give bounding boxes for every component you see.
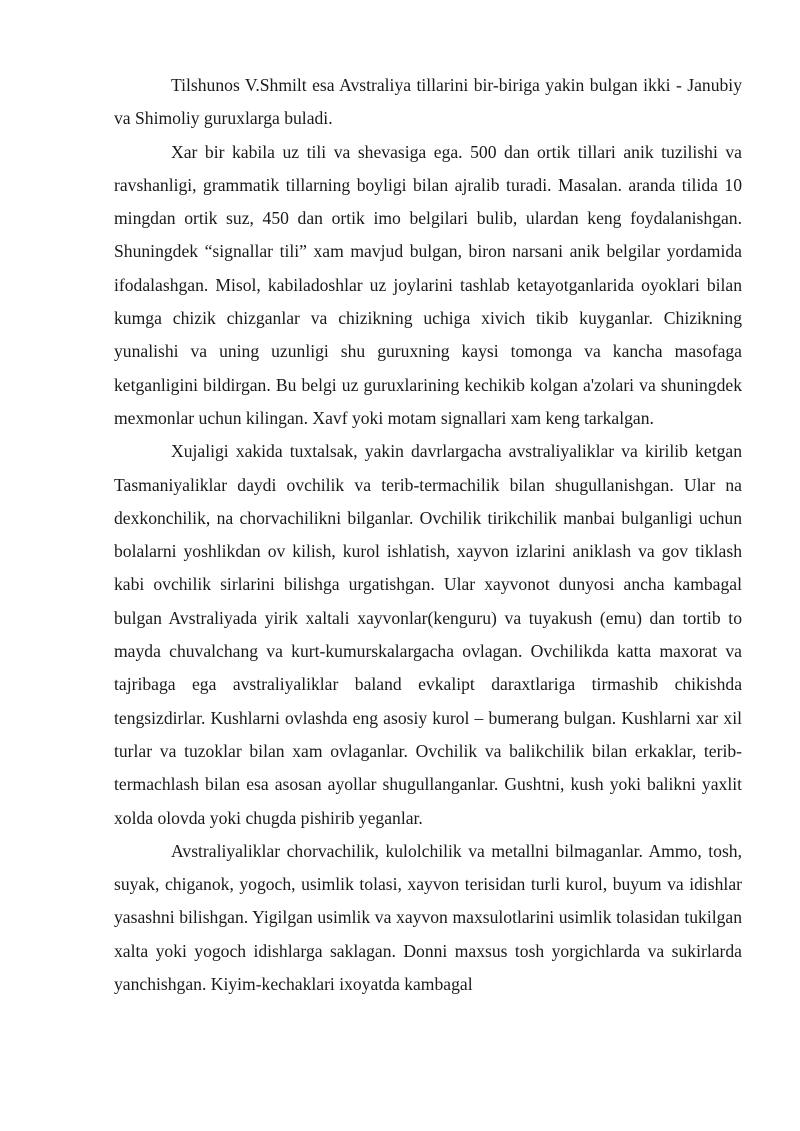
paragraph-classification: Tilshunos V.Shmilt esa Avstraliya tillarini bir-biriga yakin bulgan ikki - Janubiy va Shimoliy guruxlarga buladi. [114, 75, 742, 129]
paragraph-economy: Xujaligi xakida tuxtalsak, yakin davrlargacha avstraliyaliklar va kirilib ketgan Tasmaniyaliklar daydi ovchilik va terib-termachilik bilan shugullanishgan. Ular na dexkonchilik, na chorvachilikni bilganlar. Ovchilik tirikchilik manbai bulganligi uchun bolalarni yoshlikdan ov kilish, kurol ishlatish, xayvon izlarini aniklash va gov tiklash kabi ovchilik sirlarini bilishga urgatishgan. Ular xayvonot dunyosi ancha kambagal bulgan Avstraliyada yirik xaltali xayvonlar(kenguru) va tuyakush (emu) dan tortib to mayda chuvalchang va kurt-kumurskalargacha ovlagan. Ovchilikda katta maxorat va tajribaga ega avstraliyaliklar baland evkalipt daraxtlariga tirmashib chikishda tengsizdirlar. Kushlarni ovlashda eng asosiy kurol – bumerang bulgan. Kushlarni xar xil turlar va tuzoklar bilan xam ovlaganlar. Ovchilik va balikchilik bilan erkaklar, terib-termachlash bilan esa asosan ayollar shugullanganlar. Gushtni, kush yoki balikni yaxlit xolda olovda yoki chugda pishirib yeganlar. [114, 441, 742, 828]
document-page [114, 69, 742, 1001]
paragraph-languages: Xar bir kabila uz tili va shevasiga ega. 500 dan ortik tillari anik tuzilishi va ravshanligi, grammatik tillarning boyligi bilan ajralib turadi. Masalan. aranda tilida 10 mingdan ortik suz, 450 dan ortik imo belgilari bulib, ulardan keng foydalanishgan. Shuningdek “signallar tili” xam mavjud bulgan, biron narsani anik belgilar yordamida ifodalashgan. Misol, kabiladoshlar uz joylarini tashlab ketayotganlarida oyoklari bilan kumga chizik chizganlar va chizikning uchiga xivich tikib kuyganlar. Chizikning yunalishi va uning uzunligi shu guruxning kaysi tomonga va kancha masofaga ketganligini bildirgan. Bu belgi uz guruxlarining kechikib kolgan a'zolari va shuningdek mexmonlar uchun kilingan. Xavf yoki motam signallari xam keng tarkalgan. [114, 141, 742, 428]
paragraph-crafts: Avstraliyaliklar chorvachilik, kulolchilik va metallni bilmaganlar. Ammo, tosh, suyak, chiganok, yogoch, usimlik tolasi, xayvon terisidan turli kurol, buyum va idishlar yasashni bilishgan. Yigilgan usimlik va xayvon maxsulotlarini usimlik tolasidan tukilgan xalta yoki yogoch idishlarga saklagan. Donni maxsus tosh yorgichlarda va sukirlarda yanchishgan. Kiyim-kechaklari ixoyatda kambagal [114, 840, 742, 995]
